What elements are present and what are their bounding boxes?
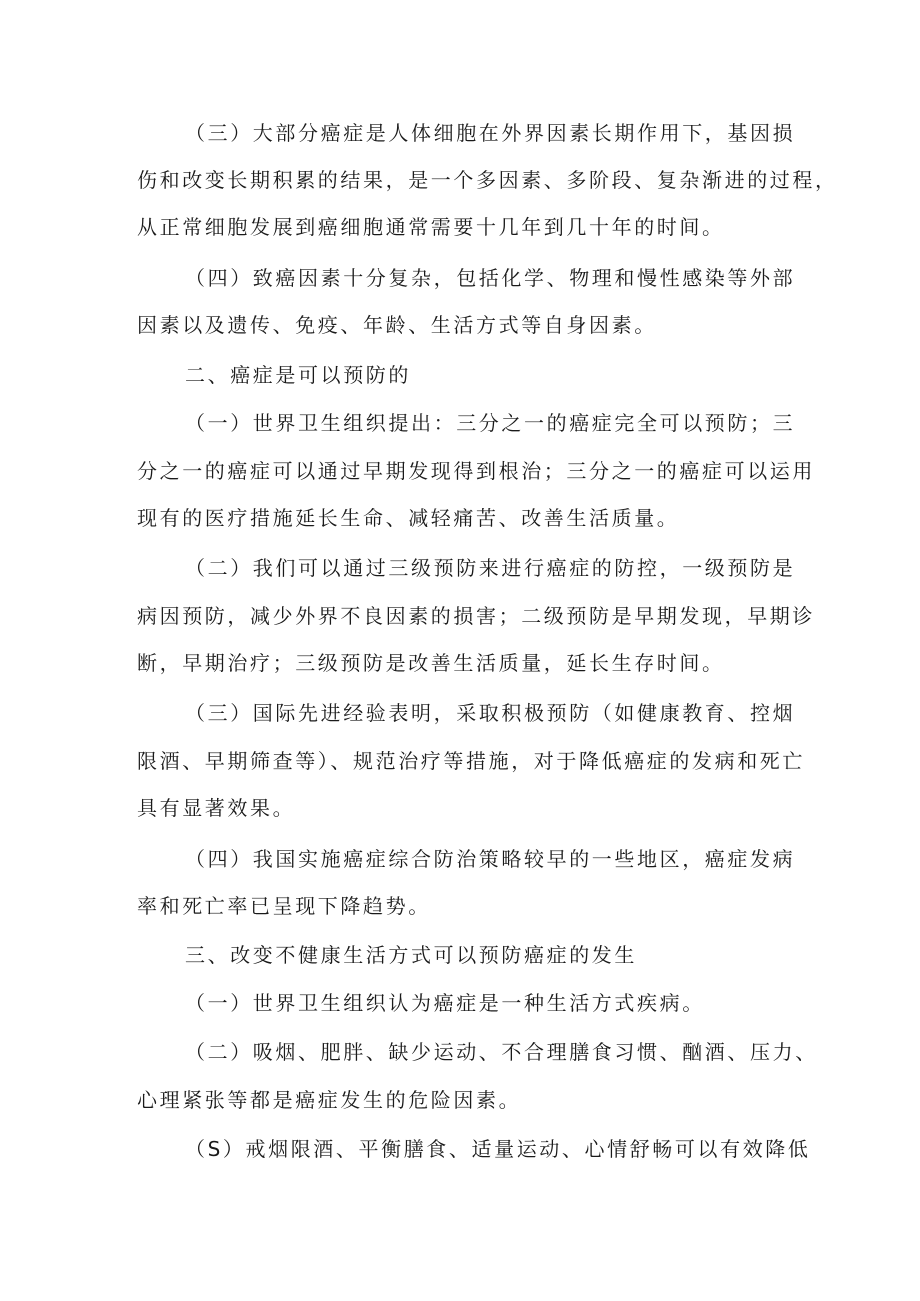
paragraph-line: 伤和改变长期积累的结果，是一个多因素、多阶段、复杂渐进的过程， [137, 168, 838, 192]
paragraph-line: 因素以及遗传、免疫、年龄、生活方式等自身因素。 [137, 313, 657, 337]
paragraph-line: 心理紧张等都是癌症发生的危险因素。 [137, 1088, 522, 1112]
section-heading: 二、癌症是可以预防的 [185, 363, 411, 387]
paragraph-line: 限酒、早期筛查等）、规范治疗等措施，对于降低癌症的发病和死亡 [137, 749, 805, 773]
paragraph-line: 分之一的癌症可以通过早期发现得到根治；三分之一的癌症可以运用 [137, 459, 815, 483]
paragraph-line: （四）致癌因素十分复杂，包括化学、物理和慢性感染等外部 [185, 266, 796, 290]
paragraph-line: 断，早期治疗；三级预防是改善生活质量，延长生存时间。 [137, 651, 725, 675]
paragraph-line: （四）我国实施癌症综合防治策略较早的一些地区，癌症发病 [185, 847, 796, 871]
paragraph-line: （S）戒烟限酒、平衡膳食、适量运动、心情舒畅可以有效降低 [185, 1137, 811, 1161]
paragraph-line: （三）大部分癌症是人体细胞在外界因素长期作用下，基因损 [185, 121, 796, 145]
paragraph-line: （二）吸烟、肥胖、缺少运动、不合理膳食习惯、酗酒、压力、 [185, 1040, 818, 1064]
paragraph-line: 具有显著效果。 [137, 796, 296, 820]
paragraph-line: 从正常细胞发展到癌细胞通常需要十几年到几十年的时间。 [137, 215, 725, 239]
paragraph-line: 病因预防，减少外界不良因素的损害；二级预防是早期发现，早期诊 [137, 604, 815, 628]
paragraph-line: （一）世界卫生组织认为癌症是一种生活方式疾病。 [185, 991, 705, 1015]
section-heading: 三、改变不健康生活方式可以预防癌症的发生 [185, 943, 637, 967]
paragraph-line: （一）世界卫生组织提出：三分之一的癌症完全可以预防；三 [185, 411, 796, 435]
paragraph-line: （二）我们可以通过三级预防来进行癌症的防控，一级预防是 [185, 556, 796, 580]
paragraph-line: 率和死亡率已呈现下降趋势。 [137, 894, 431, 918]
paragraph-line: 现有的医疗措施延长生命、减轻痛苦、改善生活质量。 [137, 506, 680, 530]
paragraph-line: （三）国际先进经验表明，采取积极预防（如健康教育、控烟 [185, 701, 796, 725]
